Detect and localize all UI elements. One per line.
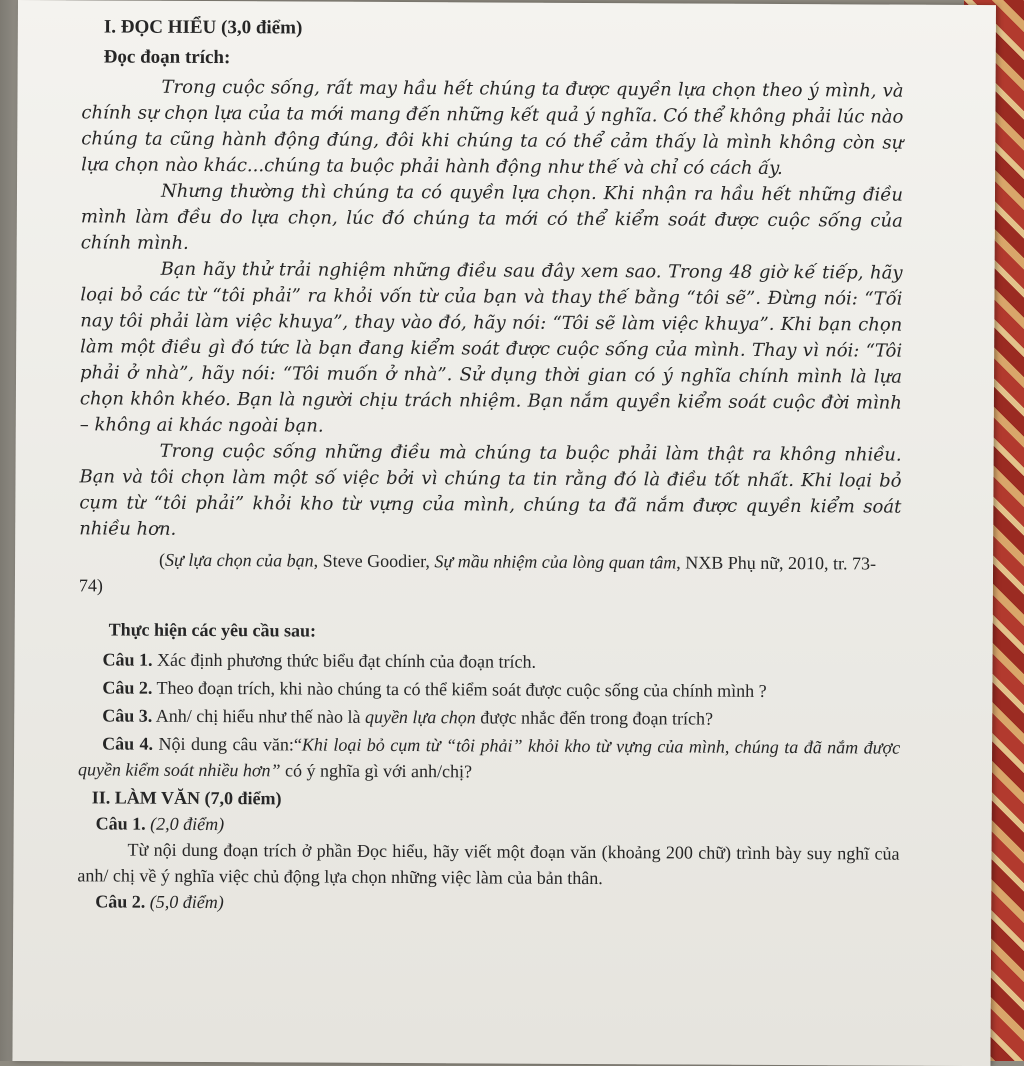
source-book: Sự mầu nhiệm của lòng quan tâm (434, 551, 677, 573)
question-2-text: Theo đoạn trích, khi nào chúng ta có thể kiểm soát được cuộc sống của chính mình ? (152, 677, 767, 701)
passage-paragraph-2: Nhưng thường thì chúng ta có quyền lựa chọn. Khi nhận ra hầu hết những điều mình làm đều do lựa chọn, lúc đó chúng ta mới có thể kiểm soát được cuộc sống của chính mình. (80, 180, 904, 254)
question-3-text-pre: Anh/ chị hiểu như thế nào là (152, 705, 366, 727)
question-3 (78, 702, 900, 732)
exam-paper (12, 0, 996, 1066)
essay-question-1-label: Câu 1. (95, 813, 146, 834)
question-2 (78, 674, 900, 704)
question-1-text: Xác định phương thức biểu đạt chính của đoạn trích. (152, 649, 537, 672)
essay-question-1-points: (2,0 điểm) (145, 813, 225, 835)
source-publisher: , NXB Phụ nữ, 2010, tr. 73- 74) (78, 552, 877, 596)
source-author: , Steve Goodier, (313, 550, 435, 572)
paper-content (77, 14, 904, 918)
question-1-label: Câu 1. (102, 649, 153, 670)
question-1 (78, 646, 900, 676)
question-4-text-italic: Khi loại bỏ cụm từ “tôi phải” khỏi kho từ vựng của mình, chúng ta đã nắm được quyền kiểm soát nhiều hơn” (77, 734, 901, 781)
question-4-text-pre: Nội dung câu văn:“ (153, 733, 302, 755)
passage-paragraph-4: Trong cuộc sống những điều mà chúng ta buộc phải làm thật ra không nhiều. Bạn và tôi chọn làm một số việc bởi vì chúng ta tin rằng đó là điều tốt nhất. Khi loại bỏ cụm từ “tôi phải” khỏi kho từ vựng của mình, chúng ta đã nắm được quyền kiểm soát nhiều hơn. (79, 440, 902, 540)
source-open: ( (159, 549, 166, 570)
essay-question-2-label: Câu 2. (95, 891, 146, 912)
requirements-title: Thực hiện các yêu cầu sau: (108, 619, 317, 641)
essay-question-1-text: Từ nội dung đoạn trích ở phần Đọc hiểu, hãy viết một đoạn văn (khoảng 200 chữ) trình bày suy nghĩ của anh/ chị về ý nghĩa việc chủ động lựa chọn những việc làm của bản thân. (77, 839, 900, 889)
part1-title: I. ĐỌC HIỂU (3,0 điểm) (103, 16, 303, 39)
passage-paragraph-1: Trong cuộc sống, rất may hầu hết chúng ta được quyền lựa chọn theo ý mình, và chính sự chọn lựa của ta mới mang đến những kết quả ý nghĩa. Có thể không phải lúc nào chúng ta cũng hành động đúng, đôi khi chúng ta có thể cảm thấy là mình không còn sự lựa chọn nào khác...chúng ta buộc phải hành động như thế và chỉ có cách ấy. (81, 76, 904, 180)
essay-question-2-heading (95, 888, 899, 918)
passage-intro: Đọc đoạn trích: (103, 46, 231, 69)
question-4-label: Câu 4. (102, 733, 154, 754)
source-citation (79, 546, 901, 602)
question-2-label: Câu 2. (102, 677, 153, 698)
part2-title: II. LÀM VĂN (7,0 điểm) (91, 787, 282, 809)
question-4 (78, 730, 900, 786)
question-3-text-italic: quyền lựa chọn (364, 706, 476, 728)
source-title: Sự lựa chọn của bạn (165, 549, 314, 571)
passage-paragraph-3: Bạn hãy thử trải nghiệm những điều sau đây xem sao. Trong 48 giờ kế tiếp, hãy loại bỏ các từ “tôi phải” ra khỏi vốn từ của bạn và thay thế bằng “tôi sẽ”. Đừng nói: “Tối nay tôi phải làm việc khuya”, thay vào đó, hãy nói: “Tôi sẽ làm việc khuya”. Khi bạn chọn làm một điều gì đó tức là bạn đang kiểm soát được cuộc sống của mình. Thay vì nói: “Tôi phải ở nhà”, hãy nói: “Tôi muốn ở nhà”. Sử dụng thời gian có ý nghĩa chính mình là lựa chọn khôn khéo. Bạn là người chịu trách nhiệm. Bạn nắm quyền kiểm soát cuộc đời mình – không ai khác ngoài bạn. (79, 258, 903, 437)
question-3-label: Câu 3. (102, 705, 153, 726)
essay-question-2-points: (5,0 điểm) (145, 891, 224, 913)
question-4-text-post: có ý nghĩa gì với anh/chị? (280, 760, 473, 782)
question-3-text-post: được nhắc đến trong đoạn trích? (475, 707, 714, 729)
